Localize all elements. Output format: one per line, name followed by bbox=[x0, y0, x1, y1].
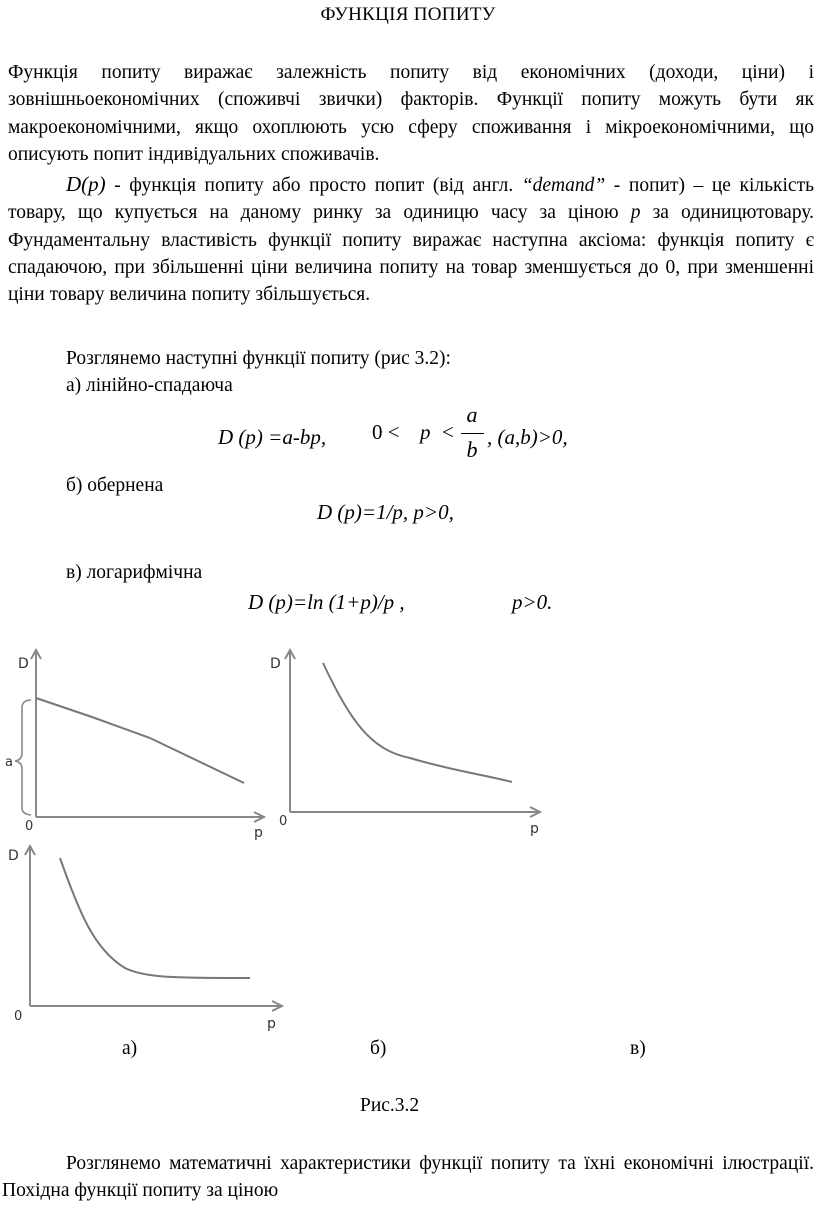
definition-english: “demand” bbox=[521, 175, 606, 196]
graph-a-y-label: D bbox=[18, 656, 29, 672]
graph-c-origin-label: 0 bbox=[14, 1009, 23, 1024]
consider-line: Розглянемо наступні функції попиту (рис 3.2): bbox=[66, 348, 451, 369]
figure-caption: Рис.3.2 bbox=[360, 1095, 420, 1116]
graph-c-y-label: D bbox=[8, 848, 19, 864]
caption-b: б) bbox=[370, 1038, 387, 1059]
graph-b-x-label: p bbox=[530, 821, 539, 837]
fraction-denominator: b bbox=[466, 437, 478, 462]
formula-linear-cond-right: , (a,b)>0, bbox=[487, 425, 568, 449]
item-a-label: а) лінійно-спадаюча bbox=[66, 375, 233, 396]
definition-text-1: - функція попиту або просто попит (від англ. bbox=[105, 175, 522, 196]
graph-c-x-label: p bbox=[267, 1016, 276, 1032]
graph-b-curve bbox=[323, 663, 512, 782]
graph-b-y-label: D bbox=[270, 656, 281, 672]
intro-paragraph: Функція попиту виражає залежність попиту від економічних (доходи, ціни) і зовнішньоекономічних (споживчі звички) факторів. Функції попиту можуть бути як макроекономічними, якщо охоплюють усю сферу споживання і мікроекономічними, що описують попит індивідуальних споживачів. bbox=[8, 62, 814, 165]
formula-log: D (p)=ln (1+p)/p , bbox=[248, 590, 405, 614]
formula-inverse: D (p)=1/p, p>0, bbox=[317, 500, 454, 524]
caption-a: а) bbox=[122, 1038, 138, 1059]
item-c-label: в) логарифмічна bbox=[66, 562, 203, 583]
graph-b-origin-label: 0 bbox=[279, 814, 288, 829]
formula-log-cond: p>0. bbox=[512, 590, 553, 614]
formula-linear: D (p) =a-bp, bbox=[218, 425, 327, 449]
closing-paragraph: Розглянемо математичні характеристики функції попиту та їхні економічні ілюстрації. Похідна функції попиту за ціною bbox=[2, 1153, 814, 1202]
item-b-label: б) обернена bbox=[66, 475, 164, 496]
definition-text-2: - попит) – це кількість товару, що купується на даному ринку за одиницю часу за ціною bbox=[8, 175, 815, 224]
formula-linear-cond-lt: < bbox=[442, 420, 454, 444]
graph-inverse bbox=[270, 650, 540, 837]
graph-a-brace bbox=[15, 700, 31, 815]
formula-linear-cond-left: 0 < bbox=[372, 420, 400, 444]
caption-c: в) bbox=[630, 1038, 646, 1059]
graph-linear bbox=[5, 650, 264, 841]
definition-text-3: за одиницютовару. Фундаментальну властивість функції попиту виражає наступна аксіома: функція попиту є спадаючою, при збільшенні ціни величина попиту на товар зменшується до 0, при зменшенні ціни товару величина попиту збільшується. bbox=[8, 202, 814, 306]
page-title: ФУНКЦІЯ ПОПИТУ bbox=[320, 4, 496, 25]
definition-symbol: D(p) bbox=[66, 172, 106, 196]
graph-a-origin-label: 0 bbox=[25, 819, 34, 834]
fraction-numerator: a bbox=[466, 402, 478, 427]
graph-a-intercept-label: a bbox=[5, 755, 13, 770]
formula-linear-cond-var: p bbox=[420, 420, 431, 444]
graph-a-x-label: p bbox=[254, 825, 263, 841]
graph-a-curve bbox=[36, 698, 244, 783]
graph-c-curve bbox=[60, 858, 250, 978]
graph-log bbox=[8, 846, 282, 1032]
definition-p: p bbox=[630, 202, 641, 224]
